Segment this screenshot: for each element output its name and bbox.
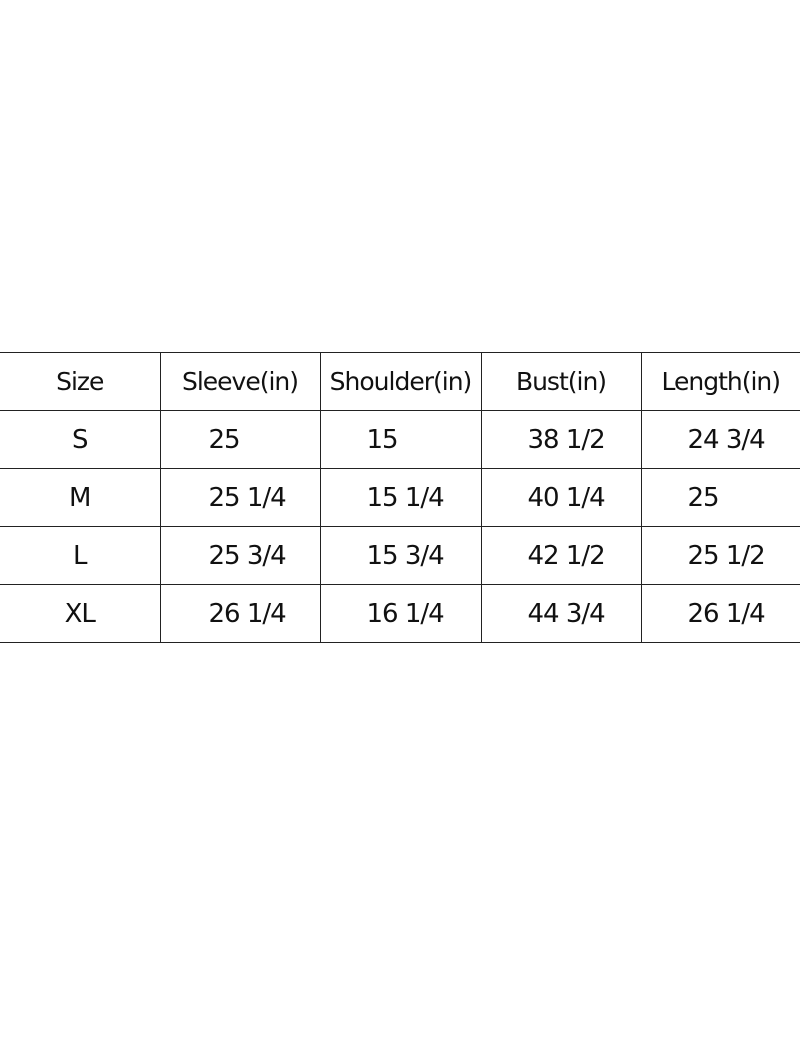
header-size: Size: [0, 353, 160, 411]
length-value: 24 3/4: [641, 411, 800, 469]
table-row: [0, 527, 800, 585]
table-row: [0, 585, 800, 643]
sleeve-value: 26 1/4: [160, 585, 320, 643]
table-row: [0, 469, 800, 527]
sleeve-value: 25: [160, 411, 320, 469]
length-value: 26 1/4: [641, 585, 800, 643]
length-value: 25 1/2: [641, 527, 800, 585]
table-header-row: [0, 353, 800, 411]
size-label: XL: [0, 585, 160, 643]
bust-value: 40 1/4: [481, 469, 641, 527]
header-shoulder: Shoulder(in): [320, 353, 481, 411]
length-value: 25: [641, 469, 800, 527]
size-chart-table: [0, 352, 800, 643]
bust-value: 42 1/2: [481, 527, 641, 585]
size-label: M: [0, 469, 160, 527]
bust-value: 38 1/2: [481, 411, 641, 469]
size-label: S: [0, 411, 160, 469]
sleeve-value: 25 3/4: [160, 527, 320, 585]
header-length: Length(in): [641, 353, 800, 411]
table-row: [0, 411, 800, 469]
shoulder-value: 15: [320, 411, 481, 469]
sleeve-value: 25 1/4: [160, 469, 320, 527]
shoulder-value: 15 3/4: [320, 527, 481, 585]
header-bust: Bust(in): [481, 353, 641, 411]
shoulder-value: 16 1/4: [320, 585, 481, 643]
shoulder-value: 15 1/4: [320, 469, 481, 527]
header-sleeve: Sleeve(in): [160, 353, 320, 411]
size-label: L: [0, 527, 160, 585]
bust-value: 44 3/4: [481, 585, 641, 643]
